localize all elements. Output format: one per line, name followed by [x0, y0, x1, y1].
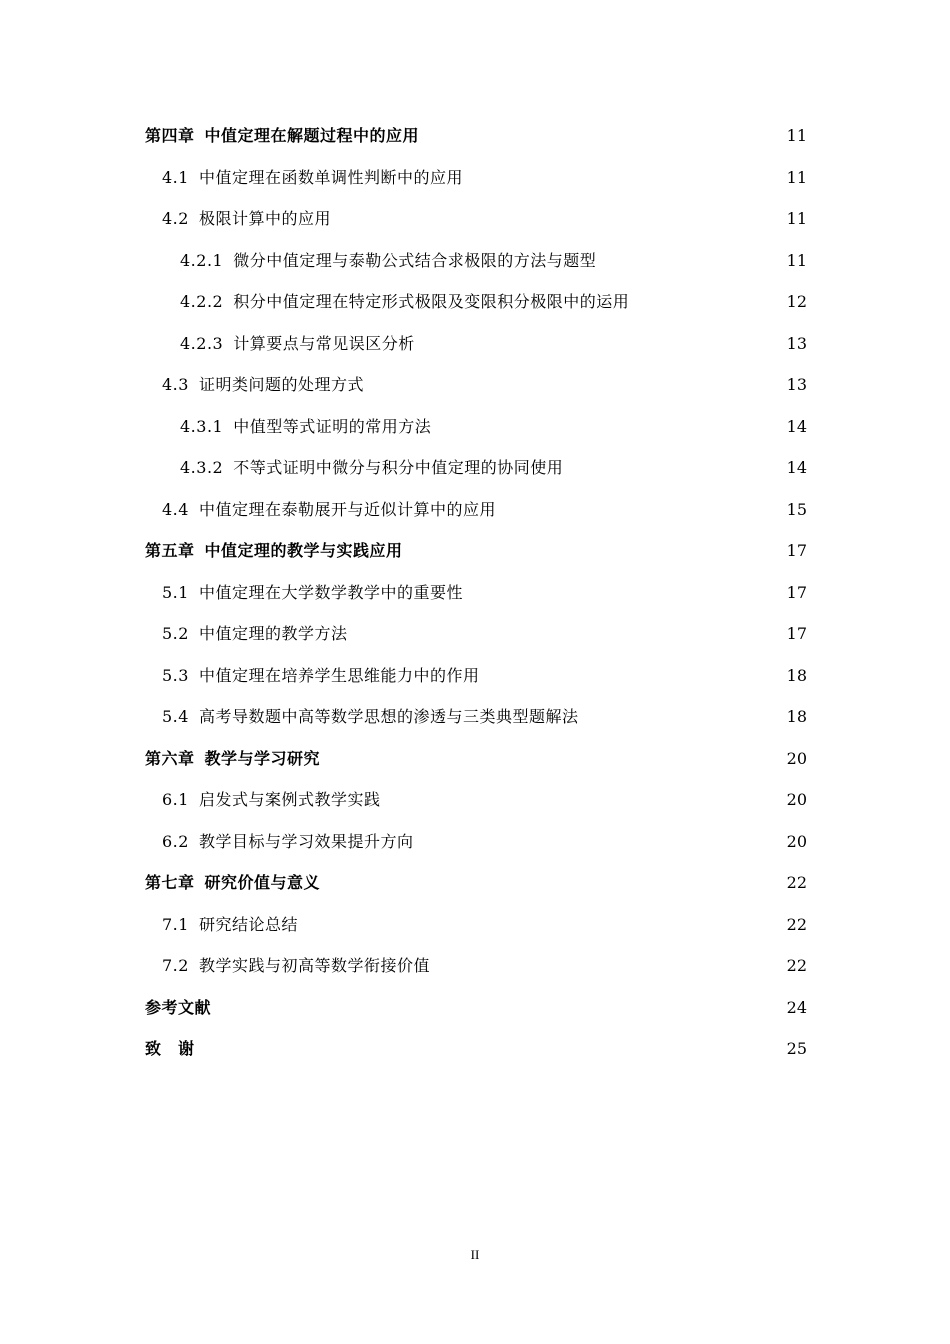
- toc-entry-number: 4.4: [162, 499, 189, 519]
- toc-dot-leader: [334, 223, 784, 224]
- toc-entry-label: 启发式与案例式教学实践: [198, 790, 381, 809]
- toc-entry-title: [145, 115, 419, 157]
- toc-entry-page: 22: [786, 873, 807, 892]
- toc-dot-leader: [198, 1053, 784, 1054]
- toc-dot-leader: [433, 970, 784, 971]
- toc-entry-label: 中值定理的教学与实践应用: [204, 541, 403, 560]
- toc-entry-page: 15: [786, 499, 807, 519]
- toc-entry-label: 极限计算中的应用: [198, 209, 331, 228]
- toc-dot-leader: [482, 680, 783, 681]
- toc-entry-number: 5.4: [162, 707, 189, 726]
- toc-entry-number: 4.2.3: [180, 333, 224, 353]
- toc-entry[interactable]: [145, 738, 807, 780]
- toc-entry-title: [162, 696, 578, 738]
- toc-entry-page: 12: [786, 292, 807, 311]
- toc-dot-leader: [383, 804, 783, 805]
- toc-entry-number: 5.2: [162, 624, 189, 643]
- toc-entry-title: [180, 447, 563, 489]
- toc-dot-leader: [566, 472, 783, 473]
- toc-entry-number: 第六章: [145, 748, 195, 768]
- toc-entry-label: 教学与学习研究: [204, 748, 321, 768]
- toc-dot-leader: [323, 887, 784, 888]
- toc-entry[interactable]: [145, 862, 807, 904]
- toc-entry-page: 14: [786, 416, 807, 436]
- toc-entry-page: 14: [786, 458, 807, 477]
- toc-entry-label: 中值定理在大学数学教学中的重要性: [198, 582, 463, 602]
- toc-entry-page: 13: [786, 333, 807, 353]
- toc-entry-title: [180, 240, 596, 282]
- toc-entry-number: 4.2: [162, 209, 189, 228]
- toc-entry[interactable]: [145, 281, 807, 323]
- toc-entry-label: 教学实践与初高等数学衔接价值: [198, 956, 430, 975]
- toc-entry-label: 研究价值与意义: [204, 873, 321, 892]
- toc-entry[interactable]: [145, 655, 807, 697]
- toc-entry-number: 6.1: [162, 790, 189, 809]
- table-of-contents: [145, 115, 807, 1070]
- toc-entry-label: 微分中值定理与泰勒公式结合求极限的方法与题型: [233, 250, 597, 270]
- toc-entry-page: 20: [786, 790, 807, 809]
- toc-dot-leader: [581, 721, 783, 722]
- toc-entry-title: [145, 987, 211, 1029]
- toc-entry-page: 18: [786, 707, 807, 726]
- toc-entry-label: 积分中值定理在特定形式极限及变限积分极限中的运用: [233, 292, 630, 311]
- toc-entry-title: [145, 1028, 195, 1070]
- toc-dot-leader: [434, 431, 783, 432]
- toc-entry-title: [145, 738, 320, 780]
- toc-entry-page: 11: [786, 167, 807, 187]
- toc-entry-label: 高考导数题中高等数学思想的渗透与三类典型题解法: [198, 707, 579, 726]
- toc-entry-label: 中值定理在函数单调性判断中的应用: [198, 167, 463, 187]
- toc-entry-number: 7.2: [162, 956, 189, 975]
- toc-entry-page: 20: [786, 831, 807, 851]
- toc-entry[interactable]: [145, 364, 807, 406]
- toc-entry-label: 研究结论总结: [198, 914, 298, 934]
- toc-entry-number: 4.2.1: [180, 250, 224, 270]
- toc-entry-title: [180, 281, 629, 323]
- toc-entry-title: [145, 530, 403, 572]
- toc-entry-number: 第五章: [145, 541, 195, 560]
- toc-dot-leader: [214, 1012, 784, 1013]
- page-number: II: [470, 1247, 480, 1262]
- toc-entry[interactable]: [145, 115, 807, 157]
- toc-entry-page: 22: [786, 956, 807, 975]
- toc-entry[interactable]: [145, 1028, 807, 1070]
- toc-entry-title: [162, 821, 413, 863]
- toc-entry[interactable]: [145, 198, 807, 240]
- toc-entry[interactable]: [145, 904, 807, 946]
- toc-dot-leader: [466, 182, 784, 183]
- toc-entry-title: [162, 904, 298, 946]
- toc-dot-leader: [422, 140, 784, 141]
- toc-entry-page: 11: [786, 250, 807, 270]
- toc-entry-page: 11: [786, 126, 807, 145]
- toc-entry[interactable]: [145, 779, 807, 821]
- toc-dot-leader: [406, 555, 784, 556]
- toc-entry[interactable]: [145, 530, 807, 572]
- toc-entry[interactable]: [145, 613, 807, 655]
- toc-entry-title: [162, 945, 430, 987]
- toc-entry-page: 17: [786, 582, 807, 602]
- toc-entry-label: 中值定理在培养学生思维能力中的作用: [198, 665, 480, 685]
- toc-entry-label: 教学目标与学习效果提升方向: [198, 831, 414, 851]
- toc-entry-number: 4.2.2: [180, 292, 224, 311]
- toc-entry-label: 中值定理在解题过程中的应用: [204, 126, 420, 145]
- toc-entry-page: 18: [786, 665, 807, 685]
- toc-entry[interactable]: [145, 406, 807, 448]
- toc-entry-label: 参考文献: [145, 997, 212, 1017]
- toc-entry[interactable]: [145, 987, 807, 1029]
- toc-dot-leader: [466, 597, 784, 598]
- toc-entry-label: 不等式证明中微分与积分中值定理的协同使用: [233, 458, 564, 477]
- toc-entry-page: 17: [786, 541, 807, 560]
- toc-dot-leader: [632, 306, 783, 307]
- toc-entry-label: 中值定理在泰勒展开与近似计算中的应用: [198, 499, 496, 519]
- toc-entry-number: 4.3.1: [180, 416, 224, 436]
- toc-dot-leader: [499, 514, 784, 515]
- toc-entry-title: [145, 862, 320, 904]
- toc-entry-page: 11: [786, 209, 807, 228]
- toc-dot-leader: [599, 265, 783, 266]
- toc-entry[interactable]: [145, 489, 807, 531]
- toc-entry-page: 17: [786, 624, 807, 643]
- toc-entry-label: 证明类问题的处理方式: [198, 375, 364, 394]
- toc-entry-number: 5.1: [162, 582, 189, 602]
- toc-entry-title: [180, 323, 415, 365]
- toc-entry[interactable]: [145, 240, 807, 282]
- toc-entry-number: 第七章: [145, 873, 195, 892]
- toc-dot-leader: [323, 763, 784, 764]
- toc-entry-number: 第四章: [145, 126, 195, 145]
- toc-entry-number: 4.1: [162, 167, 189, 187]
- toc-dot-leader: [416, 846, 783, 847]
- toc-entry-page: 20: [786, 748, 807, 768]
- toc-entry-title: [162, 572, 463, 614]
- toc-entry-label: 中值定理的教学方法: [198, 624, 348, 643]
- toc-entry-label: 中值型等式证明的常用方法: [233, 416, 432, 436]
- toc-entry[interactable]: [145, 572, 807, 614]
- toc-entry-number: 7.1: [162, 914, 189, 934]
- toc-entry-page: 13: [786, 375, 807, 394]
- toc-entry[interactable]: [145, 157, 807, 199]
- toc-entry-page: 25: [786, 1039, 807, 1058]
- toc-entry-title: [162, 613, 347, 655]
- toc-entry-title: [162, 157, 463, 199]
- toc-entry-label: 致 谢: [145, 1039, 195, 1058]
- toc-entry-title: [162, 198, 331, 240]
- toc-entry[interactable]: [145, 696, 807, 738]
- toc-entry-title: [162, 364, 364, 406]
- toc-dot-leader: [301, 929, 784, 930]
- toc-entry[interactable]: [145, 945, 807, 987]
- toc-entry-title: [162, 655, 479, 697]
- toc-entry-number: 4.3.2: [180, 458, 224, 477]
- toc-entry-number: 6.2: [162, 831, 189, 851]
- toc-entry-title: [162, 779, 380, 821]
- toc-entry-page: 22: [786, 914, 807, 934]
- toc-dot-leader: [350, 638, 783, 639]
- toc-entry-number: 4.3: [162, 375, 189, 394]
- toc-entry[interactable]: [145, 821, 807, 863]
- toc-entry-title: [180, 406, 431, 448]
- toc-entry-label: 计算要点与常见误区分析: [233, 333, 415, 353]
- toc-entry-page: 24: [786, 997, 807, 1017]
- toc-dot-leader: [367, 389, 784, 390]
- toc-entry-number: 5.3: [162, 665, 189, 685]
- toc-entry[interactable]: [145, 447, 807, 489]
- toc-entry[interactable]: [145, 323, 807, 365]
- toc-dot-leader: [418, 348, 784, 349]
- toc-entry-title: [162, 489, 496, 531]
